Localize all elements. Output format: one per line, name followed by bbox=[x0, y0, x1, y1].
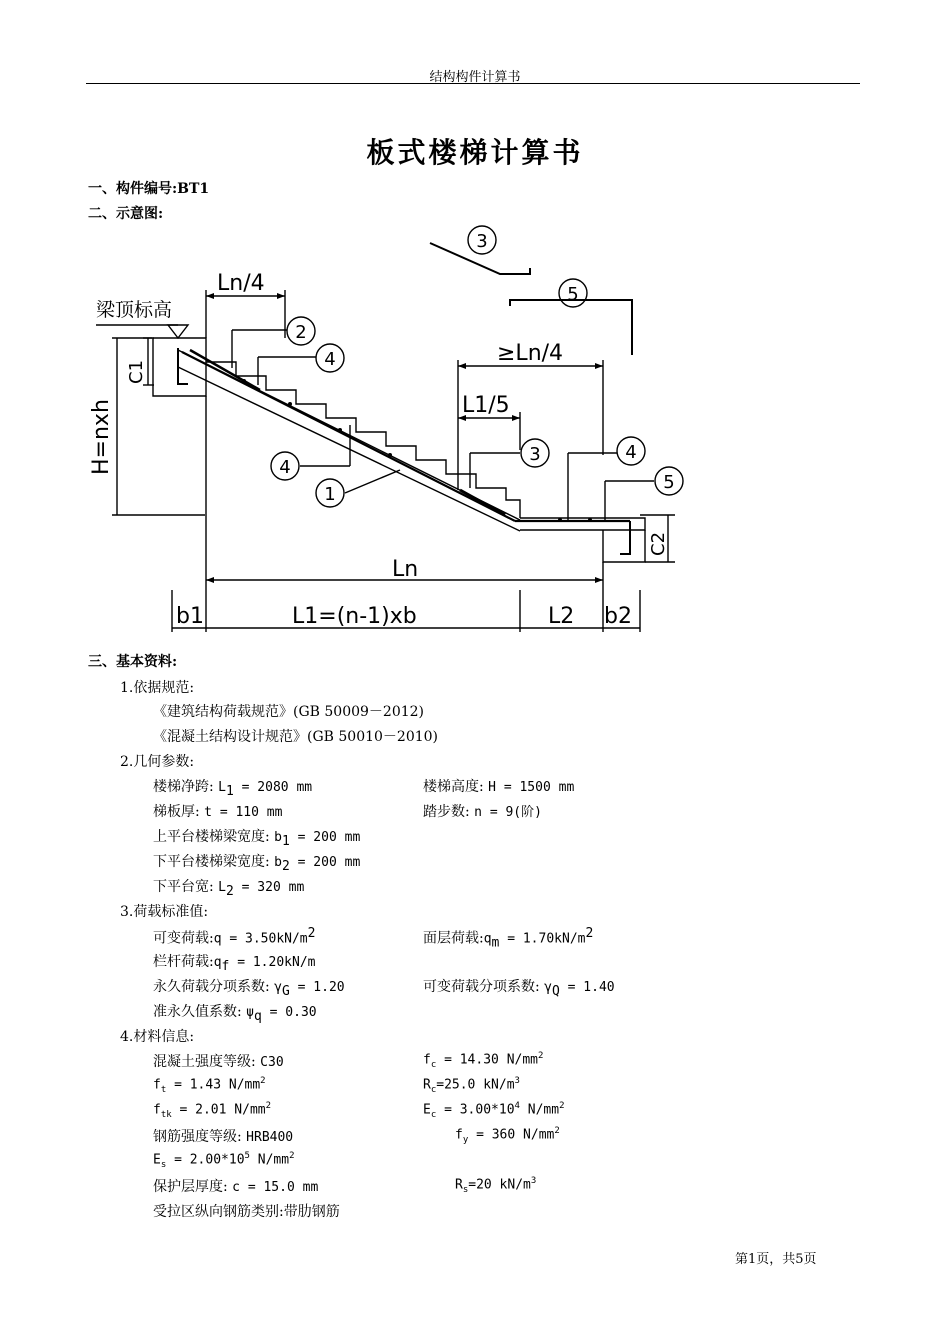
member-id-value: BT1 bbox=[177, 181, 210, 197]
railing-load: 栏杆荷载$:q_f = 1.20kN/m$ bbox=[153, 954, 316, 974]
section-diagram: 二、示意图: bbox=[88, 206, 164, 222]
fc-value: $f_c = 14.30$ $N/mm^2$ bbox=[423, 1051, 544, 1070]
materials-heading: 4.材料信息: bbox=[120, 1029, 195, 1045]
lower-platform bbox=[520, 518, 645, 530]
cover-thickness: 保护层厚度: c = 15.0 mm bbox=[153, 1179, 319, 1195]
label-b2: b2 bbox=[604, 604, 632, 629]
concrete-grade: 混凝土强度等级: C30 bbox=[153, 1054, 284, 1070]
callout-5-detail: 5 bbox=[567, 284, 579, 305]
upper-beam-width: 上平台楼梯梁宽度: $b_1 = 200$ mm bbox=[153, 829, 361, 849]
stair-diagram bbox=[0, 220, 950, 640]
lower-beam bbox=[603, 530, 645, 562]
lower-platform-width: 下平台宽: $L_2 = 320$ mm bbox=[153, 879, 305, 899]
gamma-q: 可变荷载分项系数: $\gamma_Q = 1.40$ bbox=[423, 979, 615, 999]
header-rule bbox=[86, 83, 860, 84]
ft-value: $f_t = 1.43$ $N/mm^2$ bbox=[153, 1076, 266, 1095]
spec-item-concrete-code: 《混凝土结构设计规范》(GB 50010－2010) bbox=[153, 729, 439, 745]
callout-4-upper: 4 bbox=[324, 349, 336, 370]
callout-4-right: 4 bbox=[625, 442, 637, 463]
label-ln4: Ln/4 bbox=[217, 271, 265, 296]
loads-heading: 3.荷载标准值: bbox=[120, 904, 209, 920]
rc-value: $R_c=25.0$ $kN/m^3$ bbox=[423, 1076, 520, 1095]
label-h: H=nxh bbox=[89, 399, 114, 475]
callout-4-lower: 4 bbox=[279, 457, 291, 478]
finish-load: 面层荷载$:q_m = 1.70kN/m^2$ bbox=[423, 926, 594, 951]
label-c2: C2 bbox=[648, 531, 669, 556]
step-count: 踏步数: n = 9(阶) bbox=[423, 804, 542, 820]
label-l1-5: L1/5 bbox=[462, 393, 510, 418]
fy-value: $f_y = 360$ $N/mm^2$ bbox=[455, 1126, 560, 1145]
label-ln: Ln bbox=[392, 557, 419, 582]
section-basics: 三、基本资料: bbox=[88, 654, 178, 670]
callout-5: 5 bbox=[663, 472, 675, 493]
label-beam-top: 梁顶标高 bbox=[96, 299, 173, 321]
spec-heading: 1.依据规范: bbox=[120, 680, 195, 696]
slab-thickness: 梯板厚: t = 110 mm bbox=[153, 804, 283, 820]
psi-q: 准永久值系数: $\psi_q = 0.30$ bbox=[153, 1004, 317, 1024]
ec-value: $E_c = 3.00*10^4$ $N/mm^2$ bbox=[423, 1101, 565, 1120]
callout-3: 3 bbox=[529, 444, 541, 465]
label-l2: L2 bbox=[548, 604, 575, 629]
ftk-value: $f_{tk} = 2.01$ $N/mm^2$ bbox=[153, 1101, 272, 1120]
stair-height: 楼梯高度: H = 1500 mm bbox=[423, 779, 575, 795]
gamma-g: 永久荷载分项系数: $\gamma_G = 1.20$ bbox=[153, 979, 345, 999]
callout-1: 1 bbox=[324, 484, 336, 505]
label-l1: L1=(n-1)xb bbox=[292, 604, 417, 629]
rs-value: $R_s=20$ $kN/m^3$ bbox=[455, 1176, 537, 1195]
spec-item-load-code: 《建筑结构荷载规范》(GB 50009－2012) bbox=[153, 704, 425, 720]
document-title: 板式楼梯计算书 bbox=[366, 136, 584, 169]
page-header: 结构构件计算书 bbox=[429, 70, 521, 85]
geometry-heading: 2.几何参数: bbox=[120, 754, 195, 770]
page-footer: 第1页，共5页 bbox=[735, 1252, 817, 1267]
es-value: $E_s = 2.00*10^5$ $N/mm^2$ bbox=[153, 1151, 295, 1170]
net-span: 楼梯净跨: $L_1 = 2080$ mm bbox=[153, 779, 313, 799]
label-c1: C1 bbox=[126, 359, 147, 384]
steel-grade: 钢筋强度等级: HRB400 bbox=[153, 1129, 294, 1145]
label-ge-ln4: ≥Ln/4 bbox=[497, 341, 564, 366]
section-member-id: 一、构件编号:BT1 bbox=[88, 181, 210, 197]
callout-2: 2 bbox=[295, 322, 307, 343]
live-load: 可变荷载:q = $3.50kN/m^2$ bbox=[153, 926, 316, 947]
lower-beam-width: 下平台楼梯梁宽度: $b_2 = 200$ mm bbox=[153, 854, 361, 874]
callout-3-detail: 3 bbox=[476, 231, 488, 252]
label-b1: b1 bbox=[176, 604, 204, 629]
rebar-type: 受拉区纵向钢筋类别:带肋钢筋 bbox=[153, 1204, 340, 1220]
